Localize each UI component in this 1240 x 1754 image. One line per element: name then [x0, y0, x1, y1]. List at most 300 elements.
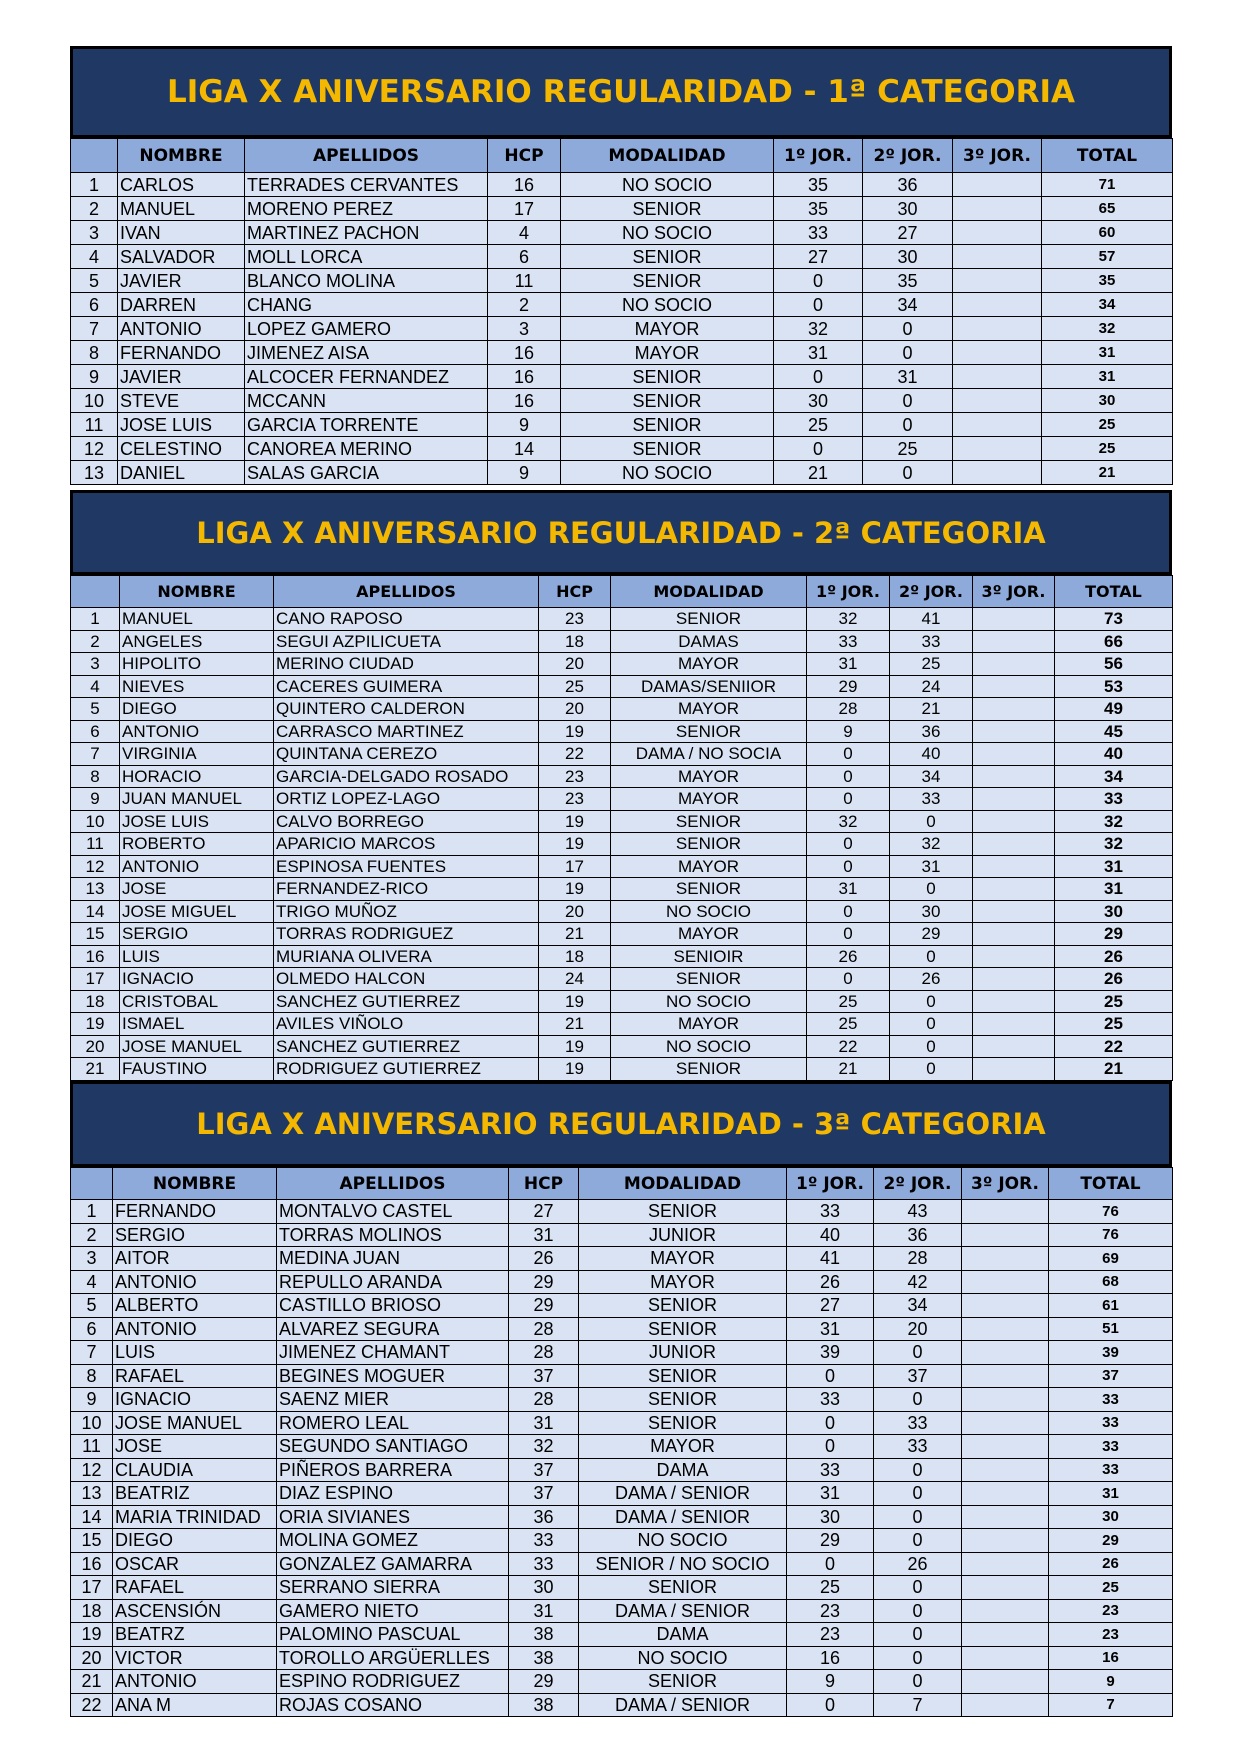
column-header-jor2: 2º JOR. — [890, 576, 973, 608]
cell-jor3 — [953, 173, 1042, 197]
cell-total: 33 — [1049, 1435, 1173, 1459]
cell-modalidad: SENIOR — [611, 968, 807, 991]
cell-jor1: 29 — [807, 675, 890, 698]
cell-jor2: 0 — [890, 945, 973, 968]
cell-apellidos: TORRAS MOLINOS — [277, 1223, 509, 1247]
column-header-pos — [71, 139, 118, 173]
cell-pos: 10 — [71, 810, 120, 833]
cell-jor1: 31 — [787, 1482, 874, 1506]
cell-pos: 1 — [71, 1200, 113, 1224]
cell-nombre: JOSE MIGUEL — [120, 900, 274, 923]
header-row — [71, 139, 1173, 173]
cell-apellidos: MARTINEZ PACHON — [245, 221, 488, 245]
cell-jor3 — [962, 1294, 1049, 1318]
table-row — [71, 317, 1173, 341]
cell-jor3 — [962, 1364, 1049, 1388]
cell-jor3 — [973, 900, 1055, 923]
table-row — [71, 698, 1173, 721]
cell-pos: 12 — [71, 437, 118, 461]
cell-hcp: 19 — [539, 1058, 611, 1081]
cell-jor1: 21 — [807, 1058, 890, 1081]
cell-jor1: 0 — [807, 900, 890, 923]
cell-hcp: 18 — [539, 630, 611, 653]
cell-apellidos: GARCIA TORRENTE — [245, 413, 488, 437]
cell-pos: 7 — [71, 1341, 113, 1365]
cell-hcp: 19 — [539, 720, 611, 743]
table-row — [71, 1646, 1173, 1670]
table-row — [71, 1364, 1173, 1388]
cell-jor3 — [973, 945, 1055, 968]
cell-hcp: 16 — [488, 389, 561, 413]
table-row — [71, 1693, 1173, 1717]
cell-modalidad: DAMAS — [611, 630, 807, 653]
cell-apellidos: CARRASCO MARTINEZ — [274, 720, 539, 743]
table-row — [71, 1013, 1173, 1036]
cell-jor2: 34 — [863, 293, 953, 317]
category-3-title: LIGA X ANIVERSARIO REGULARIDAD - 3ª CATEGORIA — [196, 1107, 1046, 1141]
table-row — [71, 1670, 1173, 1694]
cell-jor1: 30 — [787, 1505, 874, 1529]
table-row — [71, 461, 1173, 485]
cell-total: 33 — [1049, 1388, 1173, 1412]
cell-jor1: 32 — [807, 810, 890, 833]
cell-modalidad: NO SOCIO — [561, 293, 774, 317]
cell-nombre: ANTONIO — [120, 720, 274, 743]
cell-jor3 — [962, 1576, 1049, 1600]
cell-apellidos: CACERES GUIMERA — [274, 675, 539, 698]
cell-jor1: 26 — [787, 1270, 874, 1294]
cell-total: 32 — [1042, 317, 1173, 341]
cell-jor2: 0 — [890, 990, 973, 1013]
cell-pos: 16 — [71, 945, 120, 968]
cell-nombre: ANTONIO — [113, 1317, 277, 1341]
cell-modalidad: DAMA / SENIOR — [579, 1693, 787, 1717]
cell-jor1: 0 — [807, 968, 890, 991]
cell-total: 71 — [1042, 173, 1173, 197]
cell-hcp: 22 — [539, 743, 611, 766]
cell-jor3 — [973, 1058, 1055, 1081]
cell-jor1: 0 — [787, 1552, 874, 1576]
cell-nombre: JOSE MANUEL — [113, 1411, 277, 1435]
cell-apellidos: MOLINA GOMEZ — [277, 1529, 509, 1553]
cell-total: 40 — [1055, 743, 1173, 766]
cell-nombre: DANIEL — [118, 461, 245, 485]
category-3-section — [70, 1081, 1172, 1717]
cell-jor2: 25 — [890, 653, 973, 676]
column-header-jor2: 2º JOR. — [863, 139, 953, 173]
cell-jor3 — [973, 855, 1055, 878]
cell-pos: 21 — [71, 1058, 120, 1081]
category-1-banner — [70, 46, 1172, 138]
cell-pos: 3 — [71, 653, 120, 676]
cell-apellidos: RODRIGUEZ GUTIERREZ — [274, 1058, 539, 1081]
column-header-modalidad: MODALIDAD — [579, 1168, 787, 1200]
cell-total: 25 — [1055, 990, 1173, 1013]
cell-apellidos: OLMEDO HALCON — [274, 968, 539, 991]
cell-jor3 — [973, 788, 1055, 811]
cell-hcp: 23 — [539, 765, 611, 788]
cell-modalidad: DAMAS/SENIIOR — [611, 675, 807, 698]
cell-apellidos: QUINTANA CEREZO — [274, 743, 539, 766]
cell-total: 60 — [1042, 221, 1173, 245]
cell-total: 76 — [1049, 1200, 1173, 1224]
cell-total: 9 — [1049, 1670, 1173, 1694]
table-row — [71, 990, 1173, 1013]
cell-nombre: DIEGO — [113, 1529, 277, 1553]
cell-nombre: ANA M — [113, 1693, 277, 1717]
cell-nombre: OSCAR — [113, 1552, 277, 1576]
table-row — [71, 1200, 1173, 1224]
cell-total: 31 — [1042, 341, 1173, 365]
column-header-modalidad: MODALIDAD — [611, 576, 807, 608]
category-2-section — [70, 490, 1172, 1081]
cell-apellidos: ORTIZ LOPEZ-LAGO — [274, 788, 539, 811]
cell-apellidos: TORRAS RODRIGUEZ — [274, 923, 539, 946]
cell-modalidad: SENIOR — [611, 833, 807, 856]
cell-nombre: LUIS — [120, 945, 274, 968]
cell-hcp: 38 — [509, 1623, 579, 1647]
cell-modalidad: SENIOR — [561, 269, 774, 293]
cell-hcp: 38 — [509, 1646, 579, 1670]
cell-total: 33 — [1049, 1458, 1173, 1482]
cell-apellidos: TRIGO MUÑOZ — [274, 900, 539, 923]
cell-jor2: 33 — [874, 1411, 962, 1435]
table-row — [71, 675, 1173, 698]
cell-pos: 12 — [71, 1458, 113, 1482]
cell-hcp: 21 — [539, 1013, 611, 1036]
cell-nombre: MANUEL — [118, 197, 245, 221]
cell-jor3 — [953, 341, 1042, 365]
cell-apellidos: FERNANDEZ-RICO — [274, 878, 539, 901]
cell-jor1: 0 — [807, 743, 890, 766]
cell-nombre: FERNANDO — [118, 341, 245, 365]
cell-total: 26 — [1055, 968, 1173, 991]
cell-pos: 6 — [71, 1317, 113, 1341]
cell-jor2: 0 — [874, 1458, 962, 1482]
cell-apellidos: SANCHEZ GUTIERREZ — [274, 1035, 539, 1058]
cell-apellidos: SANCHEZ GUTIERREZ — [274, 990, 539, 1013]
cell-modalidad: DAMA / SENIOR — [579, 1482, 787, 1506]
cell-total: 31 — [1055, 855, 1173, 878]
table-row — [71, 437, 1173, 461]
cell-modalidad: SENIOR — [561, 365, 774, 389]
cell-jor2: 21 — [890, 698, 973, 721]
cell-jor3 — [973, 608, 1055, 631]
cell-nombre: STEVE — [118, 389, 245, 413]
cell-jor2: 0 — [890, 1058, 973, 1081]
cell-apellidos: DIAZ ESPINO — [277, 1482, 509, 1506]
cell-jor3 — [953, 269, 1042, 293]
cell-modalidad: DAMA / NO SOCIA — [611, 743, 807, 766]
cell-jor3 — [973, 720, 1055, 743]
cell-nombre: IGNACIO — [113, 1388, 277, 1412]
cell-pos: 7 — [71, 317, 118, 341]
cell-jor3 — [953, 365, 1042, 389]
cell-jor2: 0 — [874, 1623, 962, 1647]
cell-jor1: 23 — [787, 1623, 874, 1647]
cell-jor2: 35 — [863, 269, 953, 293]
cell-pos: 1 — [71, 173, 118, 197]
cell-pos: 20 — [71, 1646, 113, 1670]
cell-nombre: SERGIO — [120, 923, 274, 946]
cell-jor1: 32 — [774, 317, 863, 341]
cell-modalidad: MAYOR — [611, 855, 807, 878]
cell-total: 16 — [1049, 1646, 1173, 1670]
cell-apellidos: ROMERO LEAL — [277, 1411, 509, 1435]
cell-pos: 3 — [71, 221, 118, 245]
cell-modalidad: SENIOR — [579, 1576, 787, 1600]
cell-jor1: 0 — [787, 1364, 874, 1388]
cell-total: 30 — [1042, 389, 1173, 413]
cell-jor2: 37 — [874, 1364, 962, 1388]
cell-jor3 — [973, 675, 1055, 698]
cell-jor2: 33 — [890, 788, 973, 811]
cell-nombre: JUAN MANUEL — [120, 788, 274, 811]
cell-jor3 — [962, 1270, 1049, 1294]
cell-modalidad: SENIOR — [561, 197, 774, 221]
cell-total: 56 — [1055, 653, 1173, 676]
cell-jor1: 33 — [807, 630, 890, 653]
category-3-table — [70, 1167, 1173, 1717]
cell-jor1: 0 — [787, 1435, 874, 1459]
cell-nombre: LUIS — [113, 1341, 277, 1365]
cell-nombre: ANTONIO — [113, 1270, 277, 1294]
cell-pos: 17 — [71, 968, 120, 991]
cell-nombre: JOSE — [120, 878, 274, 901]
table-row — [71, 765, 1173, 788]
cell-jor1: 29 — [787, 1529, 874, 1553]
cell-jor2: 0 — [863, 413, 953, 437]
column-header-hcp: HCP — [488, 139, 561, 173]
cell-modalidad: MAYOR — [579, 1270, 787, 1294]
cell-jor3 — [962, 1646, 1049, 1670]
cell-pos: 10 — [71, 1411, 113, 1435]
cell-total: 7 — [1049, 1693, 1173, 1717]
cell-nombre: FAUSTINO — [120, 1058, 274, 1081]
cell-jor3 — [953, 389, 1042, 413]
column-header-jor1: 1º JOR. — [787, 1168, 874, 1200]
cell-modalidad: SENIOR — [579, 1294, 787, 1318]
table-row — [71, 1458, 1173, 1482]
cell-jor3 — [973, 743, 1055, 766]
cell-nombre: BEATRZ — [113, 1623, 277, 1647]
cell-total: 23 — [1049, 1599, 1173, 1623]
cell-nombre: ASCENSIÓN — [113, 1599, 277, 1623]
table-row — [71, 878, 1173, 901]
category-1-title: LIGA X ANIVERSARIO REGULARIDAD - 1ª CATEGORIA — [166, 74, 1075, 110]
cell-total: 32 — [1055, 833, 1173, 856]
cell-hcp: 24 — [539, 968, 611, 991]
table-row — [71, 173, 1173, 197]
cell-apellidos: MERINO CIUDAD — [274, 653, 539, 676]
cell-jor3 — [973, 653, 1055, 676]
table-row — [71, 1623, 1173, 1647]
cell-jor1: 9 — [807, 720, 890, 743]
cell-jor1: 41 — [787, 1247, 874, 1271]
column-header-jor1: 1º JOR. — [807, 576, 890, 608]
table-row — [71, 1599, 1173, 1623]
cell-apellidos: MEDINA JUAN — [277, 1247, 509, 1271]
cell-hcp: 16 — [488, 365, 561, 389]
cell-apellidos: AVILES VIÑOLO — [274, 1013, 539, 1036]
cell-jor2: 0 — [890, 1013, 973, 1036]
cell-apellidos: JIMENEZ CHAMANT — [277, 1341, 509, 1365]
header-row — [71, 1168, 1173, 1200]
column-header-hcp: HCP — [509, 1168, 579, 1200]
cell-apellidos: MONTALVO CASTEL — [277, 1200, 509, 1224]
table-row — [71, 1270, 1173, 1294]
cell-pos: 15 — [71, 923, 120, 946]
header-row — [71, 576, 1173, 608]
cell-jor1: 35 — [774, 197, 863, 221]
cell-total: 61 — [1049, 1294, 1173, 1318]
cell-modalidad: DAMA / SENIOR — [579, 1599, 787, 1623]
cell-jor1: 33 — [787, 1388, 874, 1412]
cell-pos: 20 — [71, 1035, 120, 1058]
cell-apellidos: SEGUI AZPILICUETA — [274, 630, 539, 653]
cell-modalidad: SENIOR — [579, 1200, 787, 1224]
table-row — [71, 788, 1173, 811]
cell-modalidad: MAYOR — [611, 698, 807, 721]
cell-apellidos: CANOREA MERINO — [245, 437, 488, 461]
table-row — [71, 945, 1173, 968]
cell-jor3 — [973, 968, 1055, 991]
cell-jor3 — [962, 1341, 1049, 1365]
cell-jor2: 0 — [874, 1599, 962, 1623]
cell-nombre: JOSE MANUEL — [120, 1035, 274, 1058]
cell-modalidad: MAYOR — [611, 788, 807, 811]
cell-hcp: 20 — [539, 698, 611, 721]
cell-hcp: 21 — [539, 923, 611, 946]
cell-jor3 — [962, 1247, 1049, 1271]
cell-pos: 19 — [71, 1013, 120, 1036]
cell-nombre: MANUEL — [120, 608, 274, 631]
cell-total: 29 — [1049, 1529, 1173, 1553]
cell-hcp: 20 — [539, 653, 611, 676]
cell-hcp: 29 — [509, 1670, 579, 1694]
cell-modalidad: JUNIOR — [579, 1341, 787, 1365]
cell-apellidos: SAENZ MIER — [277, 1388, 509, 1412]
cell-hcp: 19 — [539, 990, 611, 1013]
cell-apellidos: PALOMINO PASCUAL — [277, 1623, 509, 1647]
cell-pos: 5 — [71, 269, 118, 293]
cell-jor3 — [953, 413, 1042, 437]
cell-jor2: 31 — [890, 855, 973, 878]
table-row — [71, 900, 1173, 923]
column-header-apellidos: APELLIDOS — [245, 139, 488, 173]
table-row — [71, 1529, 1173, 1553]
cell-pos: 9 — [71, 365, 118, 389]
cell-jor3 — [962, 1693, 1049, 1717]
cell-jor3 — [953, 317, 1042, 341]
cell-hcp: 36 — [509, 1505, 579, 1529]
table-row — [71, 1294, 1173, 1318]
cell-jor3 — [973, 878, 1055, 901]
cell-modalidad: SENIOR — [611, 1058, 807, 1081]
cell-jor2: 30 — [863, 197, 953, 221]
cell-jor3 — [973, 765, 1055, 788]
cell-nombre: JOSE — [113, 1435, 277, 1459]
cell-jor1: 21 — [774, 461, 863, 485]
cell-hcp: 14 — [488, 437, 561, 461]
column-header-nombre: NOMBRE — [120, 576, 274, 608]
cell-jor1: 28 — [807, 698, 890, 721]
cell-nombre: HORACIO — [120, 765, 274, 788]
cell-hcp: 37 — [509, 1482, 579, 1506]
cell-jor1: 32 — [807, 608, 890, 631]
cell-modalidad: DAMA — [579, 1623, 787, 1647]
cell-modalidad: NO SOCIO — [561, 173, 774, 197]
table-row — [71, 968, 1173, 991]
cell-apellidos: TOROLLO ARGÜERLLES — [277, 1646, 509, 1670]
cell-modalidad: NO SOCIO — [561, 221, 774, 245]
cell-modalidad: SENIOR — [561, 389, 774, 413]
cell-jor3 — [953, 293, 1042, 317]
cell-total: 21 — [1055, 1058, 1173, 1081]
cell-jor2: 34 — [890, 765, 973, 788]
cell-jor1: 23 — [787, 1599, 874, 1623]
cell-jor1: 0 — [807, 923, 890, 946]
table-row — [71, 1247, 1173, 1271]
cell-apellidos: GONZALEZ GAMARRA — [277, 1552, 509, 1576]
cell-nombre: IGNACIO — [120, 968, 274, 991]
cell-total: 32 — [1055, 810, 1173, 833]
cell-jor3 — [973, 990, 1055, 1013]
cell-jor2: 31 — [863, 365, 953, 389]
cell-total: 34 — [1042, 293, 1173, 317]
cell-apellidos: SALAS GARCIA — [245, 461, 488, 485]
cell-pos: 22 — [71, 1693, 113, 1717]
cell-apellidos: MURIANA OLIVERA — [274, 945, 539, 968]
cell-jor1: 33 — [787, 1458, 874, 1482]
cell-modalidad: DAMA / SENIOR — [579, 1505, 787, 1529]
cell-modalidad: JUNIOR — [579, 1223, 787, 1247]
cell-modalidad: SENIOR — [561, 437, 774, 461]
category-1-section — [70, 46, 1172, 485]
cell-jor2: 30 — [890, 900, 973, 923]
cell-jor3 — [953, 221, 1042, 245]
cell-total: 25 — [1055, 1013, 1173, 1036]
cell-jor2: 36 — [863, 173, 953, 197]
cell-hcp: 19 — [539, 878, 611, 901]
cell-hcp: 19 — [539, 1035, 611, 1058]
cell-jor3 — [962, 1670, 1049, 1694]
cell-total: 30 — [1049, 1505, 1173, 1529]
cell-hcp: 31 — [509, 1223, 579, 1247]
cell-modalidad: SENIOR — [579, 1364, 787, 1388]
cell-jor2: 33 — [890, 630, 973, 653]
cell-pos: 2 — [71, 630, 120, 653]
cell-hcp: 16 — [488, 341, 561, 365]
cell-pos: 11 — [71, 413, 118, 437]
cell-jor2: 0 — [874, 1388, 962, 1412]
column-header-modalidad: MODALIDAD — [561, 139, 774, 173]
cell-nombre: ISMAEL — [120, 1013, 274, 1036]
cell-jor3 — [962, 1599, 1049, 1623]
cell-jor1: 0 — [787, 1411, 874, 1435]
cell-hcp: 3 — [488, 317, 561, 341]
cell-hcp: 37 — [509, 1364, 579, 1388]
cell-jor2: 0 — [863, 317, 953, 341]
cell-modalidad: MAYOR — [611, 765, 807, 788]
category-2-banner — [70, 490, 1172, 575]
cell-hcp: 23 — [539, 788, 611, 811]
table-row — [71, 389, 1173, 413]
cell-hcp: 6 — [488, 245, 561, 269]
cell-modalidad: DAMA — [579, 1458, 787, 1482]
cell-jor2: 36 — [874, 1223, 962, 1247]
cell-modalidad: SENIOR / NO SOCIO — [579, 1552, 787, 1576]
